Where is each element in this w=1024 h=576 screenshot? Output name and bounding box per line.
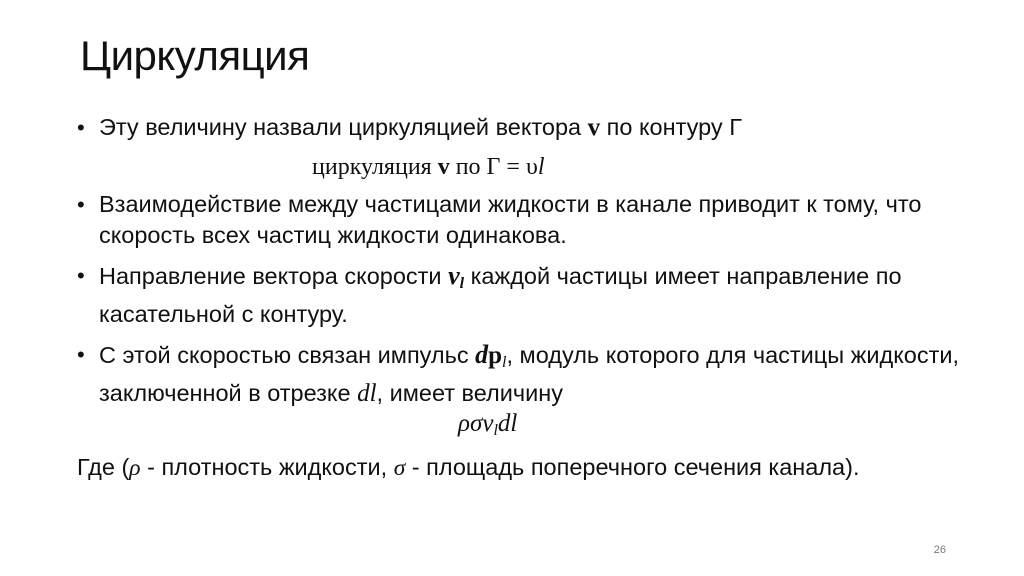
where-note	[72, 452, 972, 484]
note-text: - площадь поперечного сечения канала).	[405, 454, 860, 480]
bullet-text: , модуль которого для частицы жидкости, заключенной в отрезке	[99, 342, 960, 406]
momentum-formula	[458, 411, 972, 444]
momentum-d: d	[475, 340, 489, 369]
note-text: - плотность жидкости,	[140, 454, 394, 480]
formula-text: циркуляция	[312, 154, 438, 180]
formula-text: dl	[497, 410, 518, 437]
formula-subscript: l	[493, 422, 498, 439]
bullet-text: по контуру Г	[600, 114, 742, 140]
velocity-var: v	[448, 261, 460, 290]
momentum-p: p	[488, 342, 503, 369]
bullet-item	[72, 112, 972, 143]
page-number: 26	[933, 544, 946, 556]
slide-body	[72, 112, 972, 484]
sigma-symbol: σ	[393, 455, 406, 481]
rho-symbol: ρ	[129, 455, 141, 481]
bullet-item	[72, 189, 972, 251]
note-text: Где (	[77, 454, 130, 480]
segment-dl: dl	[357, 380, 377, 407]
vector-v: v	[587, 114, 601, 141]
bullet-text: каждой частицы имеет направление по касательной с контуру.	[99, 263, 902, 327]
bullet-item	[72, 339, 972, 409]
bullet-text: Взаимодействие между частицами жидкости в канале приводит к тому, что скорость всех частиц жидкости одинакова.	[99, 191, 922, 248]
slide-title: Циркуляция	[80, 32, 310, 79]
bullet-text: С этой скоростью связан импульс	[99, 342, 476, 368]
bullet-text: Эту величину назвали циркуляцией вектора	[99, 114, 588, 140]
circulation-formula	[312, 152, 972, 182]
bullet-text: Направление вектора скорости	[99, 263, 449, 289]
bullet-text: , имеет величину	[376, 380, 563, 406]
velocity-subscript: l	[459, 275, 465, 292]
vector-v: v	[437, 154, 450, 180]
momentum-subscript: l	[502, 354, 507, 371]
formula-var-l: l	[537, 154, 545, 180]
bullet-item	[72, 260, 972, 330]
formula-text: ρσv	[458, 410, 494, 437]
formula-text: по Г = υ	[449, 154, 538, 180]
